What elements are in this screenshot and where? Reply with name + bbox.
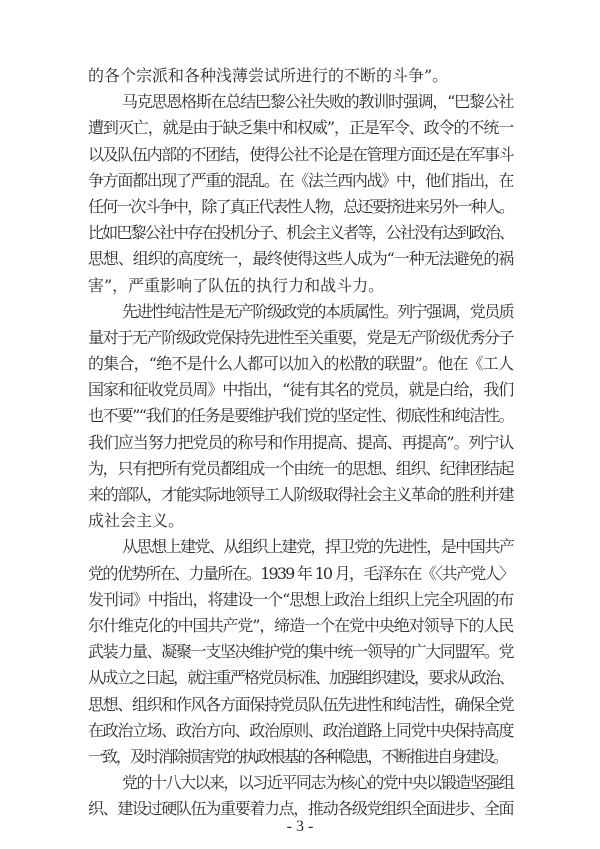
text-line: 在政治立场、政治方向、政治原则、政治道路上同党中央保持高度 (88, 720, 513, 740)
text-line: 先进性纯洁性是无产阶级政党的本质属性。列宁强调，党员质 (122, 301, 513, 321)
text-line: 发刊词》中指出，将建设一个“思想上政治上组织上完全巩固的布 (88, 589, 513, 609)
text-line: 的集合，“绝不是什么人都可以加入的松散的联盟”。他在《工人 (88, 354, 513, 374)
text-line: 党的优势所在、力量所在。1939 年 10 月，毛泽东在《〈共产党人〉 (88, 563, 513, 583)
text-line: 尔什维克化的中国共产党”，缔造一个在党中央绝对领导下的人民 (88, 615, 513, 635)
text-line: 国家和征收党员周》中指出，“徒有其名的党员，就是白给，我们 (88, 380, 513, 400)
text-line: 从成立之日起，就注重严格党员标准、加强组织建设，要求从政治、 (88, 668, 513, 688)
text-line: 马克思恩格斯在总结巴黎公社失败的教训时强调，“巴黎公社 (122, 92, 513, 112)
text-line: 武装力量、凝聚一支坚决维护党的集中统一领导的广大同盟军。党 (88, 642, 513, 662)
text-line: 任何一次斗争中，除了真正代表性人物，总还要挤进来另外一种人。 (88, 196, 513, 216)
text-line: 为，只有把所有党员都组成一个由统一的思想、组织、纪律团结起 (88, 458, 513, 478)
text-line: 来的部队，才能实际地领导工人阶级取得社会主义革命的胜利并建 (88, 485, 513, 504)
text-line: 比如巴黎公社中存在投机分子、机会主义者等，公社没有达到政治、 (88, 223, 513, 243)
text-line: 思想、组织和作风各方面保持党员队伍先进性和纯洁性，确保全党 (88, 694, 513, 714)
text-line: 量对于无产阶级政党保持先进性至关重要，党是无产阶级优秀分子 (88, 327, 513, 347)
text-line: 争方面都出现了严重的混乱。在《法兰西内战》中，他们指出，在 (88, 170, 513, 190)
text-line: 从思想上建党、从组织上建党，捍卫党的先进性，是中国共产 (122, 537, 513, 557)
text-line: 党的十八大以来，以习近平同志为核心的党中央以锻造坚强组 (122, 773, 513, 793)
text-line: 成社会主义。 (88, 511, 185, 531)
text-line: 织、建设过硬队伍为重要着力点，推动各级党组织全面进步、全面 (88, 799, 513, 819)
document-body (88, 63, 513, 822)
text-line: 害”，严重影响了队伍的执行力和战斗力。 (88, 275, 385, 295)
text-line: 也不要”“我们的任务是要维护我们党的坚定性、彻底性和纯洁性。 (88, 406, 513, 426)
text-line: 以及队伍内部的不团结，使得公社不论是在管理方面还是在军事斗 (88, 144, 513, 164)
text-line: 的各个宗派和各种浅薄尝试所进行的不断的斗争”。 (88, 66, 449, 85)
text-line: 我们应当努力把党员的称号和作用提高、提高、再提高”。列宁认 (88, 432, 513, 452)
text-line: 思想、组织的高度统一，最终使得这些人成为“一种无法避免的祸 (88, 249, 513, 269)
page-number: - 3 - (286, 818, 314, 835)
text-line: 一致，及时消除损害党的执政根基的各种隐患，不断推进自身建设。 (88, 746, 507, 766)
text-line: 遭到灭亡，就是由于缺乏集中和权威”，正是军令、政令的不统一 (88, 118, 513, 138)
